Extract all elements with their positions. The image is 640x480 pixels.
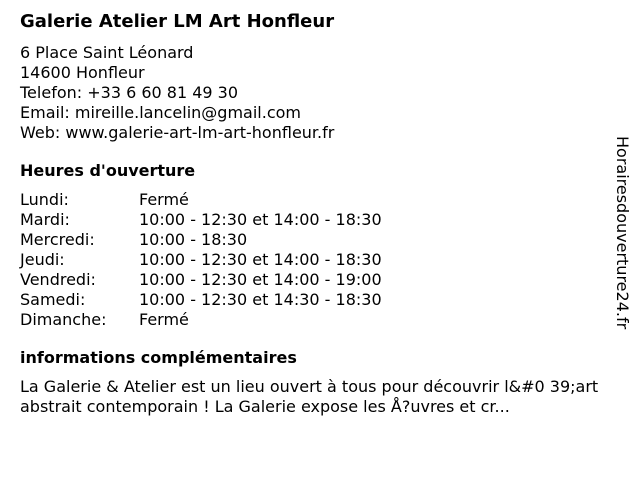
- hours-day: Lundi:: [20, 190, 69, 209]
- web-line: Web: www.galerie-art-lm-art-honfleur.fr: [20, 123, 335, 142]
- hours-time: 10:00 - 12:30 et 14:30 - 18:30: [139, 290, 382, 309]
- hours-row-mardi: [20, 210, 610, 230]
- hours-row-samedi: [20, 290, 610, 310]
- address-line-1: 6 Place Saint Léonard: [20, 43, 194, 62]
- hours-row-mercredi: [20, 230, 610, 250]
- hours-time: 10:00 - 18:30: [139, 230, 248, 249]
- hours-day: Mercredi:: [20, 230, 95, 249]
- hours-row-dimanche: [20, 310, 610, 330]
- hours-row-lundi: [20, 190, 610, 210]
- hours-title: Heures d'ouverture: [20, 161, 196, 180]
- hours-time: Fermé: [139, 190, 189, 209]
- email-line: Email: mireille.lancelin@gmail.com: [20, 103, 301, 122]
- hours-day: Jeudi:: [20, 250, 65, 269]
- business-name: Galerie Atelier LM Art Honfleur: [20, 11, 335, 32]
- hours-time: Fermé: [139, 310, 189, 329]
- hours-day: Vendredi:: [20, 270, 96, 289]
- hours-table: [20, 190, 610, 330]
- hours-day: Dimanche:: [20, 310, 107, 329]
- info-title: informations complémentaires: [20, 348, 297, 367]
- phone-line: Telefon: +33 6 60 81 49 30: [20, 83, 239, 102]
- hours-day: Samedi:: [20, 290, 86, 309]
- hours-time: 10:00 - 12:30 et 14:00 - 18:30: [139, 210, 382, 229]
- info-text: La Galerie & Atelier est un lieu ouvert à tous pour découvrir l&#0 39;art abstrait contemporain ! La Galerie expose les Å?uvres et cr...: [20, 377, 599, 416]
- business-card: [20, 10, 610, 417]
- hours-row-jeudi: [20, 250, 610, 270]
- site-watermark: Horairesdouverture24.fr: [613, 136, 632, 330]
- address-line-2: 14600 Honfleur: [20, 63, 145, 82]
- hours-row-vendredi: [20, 270, 610, 290]
- hours-day: Mardi:: [20, 210, 70, 229]
- hours-time: 10:00 - 12:30 et 14:00 - 19:00: [139, 270, 382, 289]
- hours-time: 10:00 - 12:30 et 14:00 - 18:30: [139, 250, 382, 269]
